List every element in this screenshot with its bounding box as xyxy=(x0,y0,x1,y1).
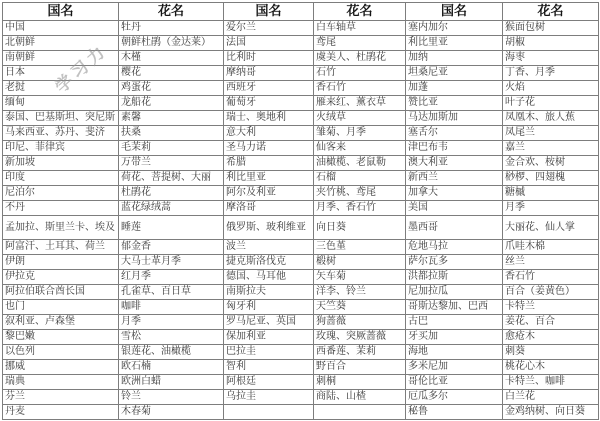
table-row xyxy=(3,21,599,36)
cell-country: 智利 xyxy=(224,360,314,375)
cell-flower: 孔雀草、百日草 xyxy=(119,285,224,300)
table-row xyxy=(3,36,599,51)
cell-country: 新加坡 xyxy=(3,156,119,171)
cell-country xyxy=(224,405,314,420)
cell-country: 保加利亚 xyxy=(224,330,314,345)
cell-flower: 欧洲白蜡 xyxy=(119,375,224,390)
cell-flower: 雪松 xyxy=(119,330,224,345)
cell-flower: 天竺葵 xyxy=(314,300,406,315)
cell-flower: 商陆、山楂 xyxy=(314,390,406,405)
cell-flower: 石榴 xyxy=(314,171,406,186)
cell-flower: 银莲花、油橄榄 xyxy=(119,345,224,360)
cell-flower: 猴面包树 xyxy=(503,21,599,36)
cell-country: 南斯拉夫 xyxy=(224,285,314,300)
cell-country: 摩洛哥 xyxy=(224,201,314,216)
cell-flower: 叶子花 xyxy=(503,96,599,111)
cell-flower: 凤尾兰 xyxy=(503,126,599,141)
cell-flower: 狗蔷薇 xyxy=(314,315,406,330)
cell-flower: 雁来红、薰衣草 xyxy=(314,96,406,111)
cell-country: 罗马尼亚、英国 xyxy=(224,315,314,330)
cell-country: 阿拉伯联合酋长国 xyxy=(3,285,119,300)
cell-country: 印尼、菲律宾 xyxy=(3,141,119,156)
cell-flower: 鸡蛋花 xyxy=(119,81,224,96)
cell-country: 比利时 xyxy=(224,51,314,66)
header-country-3: 国名 xyxy=(406,3,503,21)
cell-flower: 愈疮木 xyxy=(503,330,599,345)
cell-flower: 野百合 xyxy=(314,360,406,375)
cell-country: 加蓬 xyxy=(406,81,503,96)
cell-flower: 姜花、百合 xyxy=(503,315,599,330)
cell-country: 摩纳哥 xyxy=(224,66,314,81)
table-row xyxy=(3,96,599,111)
cell-flower: 欧石楠 xyxy=(119,360,224,375)
cell-flower: 丝兰 xyxy=(503,255,599,270)
header-flower-2: 花名 xyxy=(314,3,406,21)
table-row xyxy=(3,300,599,315)
cell-country: 匈牙利 xyxy=(224,300,314,315)
cell-country: 墨西哥 xyxy=(406,216,503,240)
cell-flower: 白车轴草 xyxy=(314,21,406,36)
cell-flower: 嘉兰 xyxy=(503,141,599,156)
cell-flower: 龙船花 xyxy=(119,96,224,111)
cell-country: 古巴 xyxy=(406,315,503,330)
cell-flower: 大马士革月季 xyxy=(119,255,224,270)
table-row xyxy=(3,201,599,216)
cell-flower: 月季 xyxy=(503,201,599,216)
cell-country: 多米尼加 xyxy=(406,360,503,375)
cell-country: 法国 xyxy=(224,36,314,51)
cell-flower: 樱花 xyxy=(119,66,224,81)
cell-flower: 素馨 xyxy=(119,111,224,126)
cell-country: 利比里亚 xyxy=(224,171,314,186)
cell-flower: 石竹 xyxy=(314,66,406,81)
cell-country: 瑞典 xyxy=(3,375,119,390)
header-country-1: 国名 xyxy=(3,3,119,21)
cell-country: 新西兰 xyxy=(406,171,503,186)
cell-flower: 木春菊 xyxy=(119,405,224,420)
cell-country: 哥伦比亚 xyxy=(406,375,503,390)
cell-country: 缅甸 xyxy=(3,96,119,111)
cell-country: 葡萄牙 xyxy=(224,96,314,111)
cell-flower: 桃花心木 xyxy=(503,360,599,375)
table-row xyxy=(3,216,599,240)
table-row xyxy=(3,240,599,255)
cell-country: 挪威 xyxy=(3,360,119,375)
cell-flower: 椴树 xyxy=(314,255,406,270)
cell-flower: 木槿 xyxy=(119,51,224,66)
cell-flower: 朝鲜杜鹃（金达莱） xyxy=(119,36,224,51)
table-row xyxy=(3,186,599,201)
cell-country: 尼加拉瓜 xyxy=(406,285,503,300)
cell-flower: 凤凰木、旅人蕉 xyxy=(503,111,599,126)
cell-flower: 大丽花、仙人掌 xyxy=(503,216,599,240)
cell-country: 北朝鲜 xyxy=(3,36,119,51)
cell-country: 马来西亚、苏丹、斐济 xyxy=(3,126,119,141)
cell-country: 瑞士、奥地利 xyxy=(224,111,314,126)
cell-flower: 金合欢、桉树 xyxy=(503,156,599,171)
cell-country: 美国 xyxy=(406,201,503,216)
table-row xyxy=(3,330,599,345)
cell-flower: 咖啡 xyxy=(119,300,224,315)
cell-flower: 铃兰 xyxy=(119,390,224,405)
cell-country: 厄瓜多尔 xyxy=(406,390,503,405)
cell-country: 阿根廷 xyxy=(224,375,314,390)
cell-flower: 百合（姜黄色） xyxy=(503,285,599,300)
cell-flower: 玫瑰、突厥蔷薇 xyxy=(314,330,406,345)
cell-country: 爱尔兰 xyxy=(224,21,314,36)
header-flower-3: 花名 xyxy=(503,3,599,21)
cell-country: 阿尔及利亚 xyxy=(224,186,314,201)
cell-flower: 海枣 xyxy=(503,51,599,66)
cell-country: 伊拉克 xyxy=(3,270,119,285)
cell-flower: 鸢尾 xyxy=(314,36,406,51)
table-row xyxy=(3,270,599,285)
table-row xyxy=(3,360,599,375)
cell-country: 牙买加 xyxy=(406,330,503,345)
table-row xyxy=(3,66,599,81)
cell-flower: 白兰花 xyxy=(503,390,599,405)
cell-flower: 虞美人、杜鹃花 xyxy=(314,51,406,66)
cell-flower: 香石竹 xyxy=(503,270,599,285)
table-row xyxy=(3,315,599,330)
cell-flower: 火绒草 xyxy=(314,111,406,126)
cell-flower: 仙客来 xyxy=(314,141,406,156)
table-row xyxy=(3,390,599,405)
table-row xyxy=(3,126,599,141)
cell-flower: 红月季 xyxy=(119,270,224,285)
cell-country: 萨尔瓦多 xyxy=(406,255,503,270)
cell-country: 巴拉圭 xyxy=(224,345,314,360)
cell-flower: 糖槭 xyxy=(503,186,599,201)
cell-flower: 夹竹桃、鸢尾 xyxy=(314,186,406,201)
cell-flower: 三色堇 xyxy=(314,240,406,255)
cell-flower: 丁香、月季 xyxy=(503,66,599,81)
cell-country: 危地马拉 xyxy=(406,240,503,255)
cell-flower: 胡椒 xyxy=(503,36,599,51)
cell-country: 马达加斯加 xyxy=(406,111,503,126)
cell-country: 津巴布韦 xyxy=(406,141,503,156)
cell-country: 圣马力诺 xyxy=(224,141,314,156)
table-body xyxy=(3,21,599,420)
national-flowers-table xyxy=(2,2,599,420)
table-row xyxy=(3,405,599,420)
cell-country: 加纳 xyxy=(406,51,503,66)
cell-country: 利比里亚 xyxy=(406,36,503,51)
cell-country: 中国 xyxy=(3,21,119,36)
cell-flower: 桫椤、四翅槐 xyxy=(503,171,599,186)
header-country-2: 国名 xyxy=(224,3,314,21)
cell-country: 以色列 xyxy=(3,345,119,360)
header-row xyxy=(3,3,599,21)
cell-country: 哥斯达黎加、巴西 xyxy=(406,300,503,315)
cell-country: 黎巴嫩 xyxy=(3,330,119,345)
table-row xyxy=(3,51,599,66)
cell-country: 洪都拉斯 xyxy=(406,270,503,285)
cell-flower: 卡特兰 xyxy=(503,300,599,315)
cell-flower: 杜鹃花 xyxy=(119,186,224,201)
cell-flower: 月季 xyxy=(119,315,224,330)
cell-flower: 西番莲、茉莉 xyxy=(314,345,406,360)
cell-flower: 扶桑 xyxy=(119,126,224,141)
cell-country: 叙利亚、卢森堡 xyxy=(3,315,119,330)
cell-country: 丹麦 xyxy=(3,405,119,420)
table-row xyxy=(3,141,599,156)
cell-country: 孟加拉、斯里兰卡、埃及 xyxy=(3,216,119,240)
cell-flower: 蓝花绿绒蒿 xyxy=(119,201,224,216)
cell-flower: 矢车菊 xyxy=(314,270,406,285)
cell-country: 印度 xyxy=(3,171,119,186)
cell-flower: 油橄榄、老鼠勒 xyxy=(314,156,406,171)
cell-country: 俄罗斯、玻利维亚 xyxy=(224,216,314,240)
cell-flower: 牡丹 xyxy=(119,21,224,36)
cell-country: 塞舌尔 xyxy=(406,126,503,141)
cell-country: 海地 xyxy=(406,345,503,360)
table-row xyxy=(3,111,599,126)
cell-country: 意大利 xyxy=(224,126,314,141)
cell-country: 阿富汗、土耳其、荷兰 xyxy=(3,240,119,255)
cell-flower: 荷花、菩提树、大丽 xyxy=(119,171,224,186)
cell-country: 日本 xyxy=(3,66,119,81)
table-row xyxy=(3,81,599,96)
table-row xyxy=(3,345,599,360)
cell-country: 塞内加尔 xyxy=(406,21,503,36)
cell-flower: 火焰 xyxy=(503,81,599,96)
cell-country: 捷克斯洛伐克 xyxy=(224,255,314,270)
cell-flower xyxy=(314,405,406,420)
cell-country: 德国、马耳他 xyxy=(224,270,314,285)
cell-country: 泰国、巴基斯坦、突尼斯 xyxy=(3,111,119,126)
cell-flower: 雏菊、月季 xyxy=(314,126,406,141)
cell-country: 伊朗 xyxy=(3,255,119,270)
cell-flower: 卡特兰、咖啡 xyxy=(503,375,599,390)
cell-flower: 月季、香石竹 xyxy=(314,201,406,216)
cell-country: 希腊 xyxy=(224,156,314,171)
cell-flower: 刺葵 xyxy=(503,345,599,360)
cell-country: 波兰 xyxy=(224,240,314,255)
cell-country: 西班牙 xyxy=(224,81,314,96)
header-flower-1: 花名 xyxy=(119,3,224,21)
cell-country: 南朝鲜 xyxy=(3,51,119,66)
cell-country: 乌拉圭 xyxy=(224,390,314,405)
cell-country: 加拿大 xyxy=(406,186,503,201)
cell-country: 坦桑尼亚 xyxy=(406,66,503,81)
cell-flower: 郁金香 xyxy=(119,240,224,255)
cell-flower: 洋李、铃兰 xyxy=(314,285,406,300)
table-row xyxy=(3,156,599,171)
cell-flower: 毛茉莉 xyxy=(119,141,224,156)
cell-country: 澳大利亚 xyxy=(406,156,503,171)
watermark-text: 学习力 xyxy=(51,40,112,98)
table-row xyxy=(3,255,599,270)
cell-country: 芬兰 xyxy=(3,390,119,405)
table-row xyxy=(3,285,599,300)
cell-flower: 向日葵 xyxy=(314,216,406,240)
cell-country: 赞比亚 xyxy=(406,96,503,111)
table-row xyxy=(3,375,599,390)
cell-country: 老挝 xyxy=(3,81,119,96)
cell-country: 尼泊尔 xyxy=(3,186,119,201)
cell-country: 不丹 xyxy=(3,201,119,216)
cell-country: 也门 xyxy=(3,300,119,315)
cell-flower: 万带兰 xyxy=(119,156,224,171)
cell-flower: 爪哇木棉 xyxy=(503,240,599,255)
cell-flower: 香石竹 xyxy=(314,81,406,96)
table-row xyxy=(3,171,599,186)
cell-flower: 睡莲 xyxy=(119,216,224,240)
cell-flower: 刺桐 xyxy=(314,375,406,390)
cell-country: 秘鲁 xyxy=(406,405,503,420)
cell-flower: 金鸡纳树、向日葵 xyxy=(503,405,599,420)
